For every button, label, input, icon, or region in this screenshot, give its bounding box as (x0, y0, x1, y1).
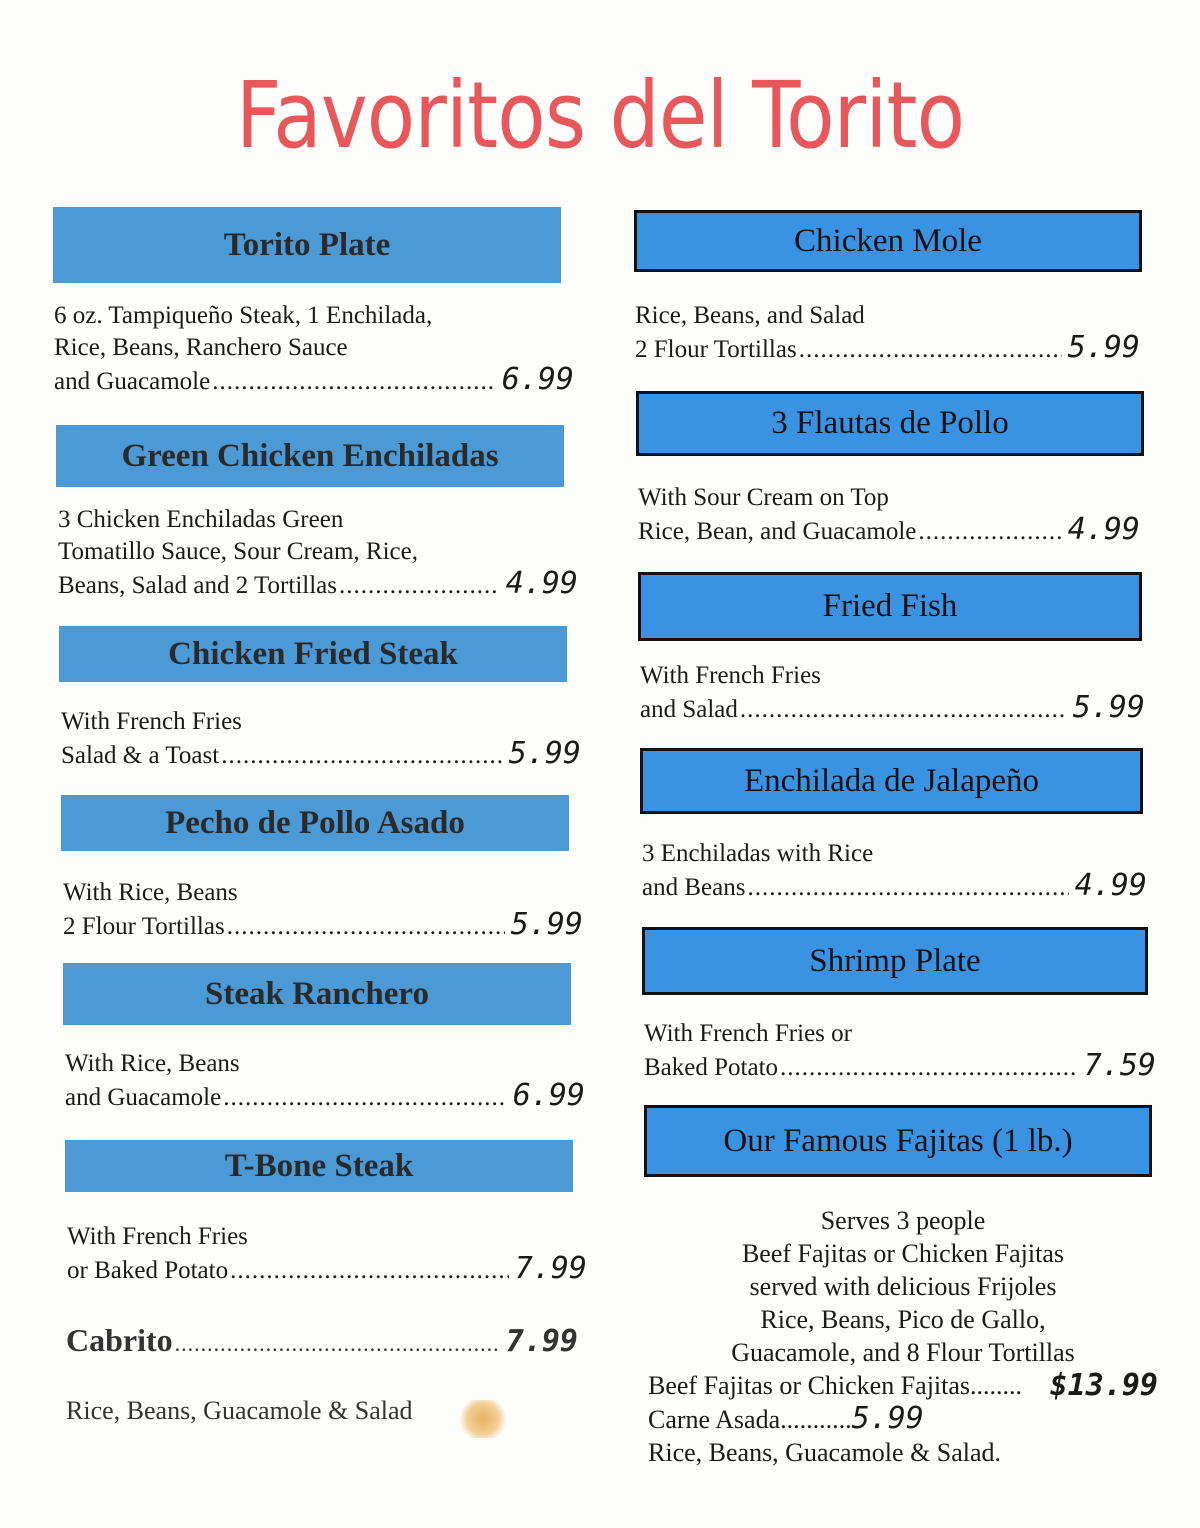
banner-fried-fish (638, 572, 1142, 641)
price: 5.99 (508, 736, 581, 771)
leader-dots (175, 1331, 500, 1357)
fajitas-price: $13.99 (1049, 1368, 1158, 1403)
price: 6.99 (512, 1078, 585, 1113)
item-title: Chicken Mole (794, 222, 982, 259)
item-title: 3 Flautas de Pollo (771, 405, 1009, 441)
item-desc-pecho-de-pollo (63, 877, 583, 943)
desc-line: Rice, Beans, Pico de Gallo, (760, 1305, 1046, 1334)
carne-asada-desc: Rice, Beans, Guacamole & Salad. (648, 1438, 1002, 1467)
item-title: Enchilada de Jalapeño (743, 762, 1040, 799)
desc-line: and Salad (640, 696, 738, 723)
leader-dots (747, 872, 1068, 904)
item-title: Steak Ranchero (205, 975, 429, 1012)
banner-famous-fajitas (644, 1105, 1152, 1177)
leader-dots (212, 366, 496, 398)
desc-line: or Baked Potato (67, 1257, 229, 1284)
desc-line: With French Fries (67, 1223, 248, 1250)
item-desc-t-bone-steak (67, 1221, 587, 1287)
desc-line: 2 Flour Tortillas (635, 336, 797, 363)
desc-line: 2 Flour Tortillas (63, 913, 225, 940)
desc-line: 3 Enchiladas with Rice (642, 840, 874, 867)
desc-line: and Guacamole (54, 368, 211, 395)
desc-line: and Beans (642, 874, 746, 901)
leader-dots (223, 1082, 507, 1114)
desc-line: Tomatillo Sauce, Sour Cream, Rice, (58, 538, 418, 565)
banner-steak-ranchero (63, 963, 571, 1025)
desc-line: 6 oz. Tampiqueño Steak, 1 Enchilada, (54, 302, 433, 329)
desc-line: Rice, Bean, and Guacamole (638, 518, 917, 545)
desc-line: Beef Fajitas or Chicken Fajitas (741, 1239, 1065, 1268)
item-title: Chicken Fried Steak (168, 635, 458, 672)
desc-line: Rice, Beans, and Salad (635, 302, 865, 329)
leader-dots (799, 334, 1062, 366)
carne-asada-price: 5.99 (851, 1401, 924, 1436)
banner-t-bone-steak (65, 1140, 573, 1192)
desc-line: Guacamole, and 8 Flour Tortillas (731, 1338, 1075, 1367)
banner-shrimp-plate (642, 927, 1148, 995)
desc-line: 3 Chicken Enchiladas Green (58, 506, 344, 533)
fajitas-beef-label: Beef Fajitas or Chicken Fajitas........ (648, 1371, 1023, 1400)
desc-line: With French Fries or (644, 1020, 852, 1047)
item-desc-green-chicken-enchiladas (58, 504, 578, 602)
item-desc-steak-ranchero (65, 1048, 585, 1114)
item-title: Pecho de Pollo Asado (165, 804, 465, 841)
desc-line: With French Fries (640, 662, 821, 689)
price: 4.99 (1067, 512, 1140, 547)
leader-dots (221, 740, 503, 772)
desc-line: Baked Potato (644, 1054, 779, 1081)
price: 5.99 (1072, 690, 1145, 725)
price: 4.99 (505, 566, 578, 601)
fajitas-desc (648, 1204, 1158, 1469)
desc-line: served with delicious Frijoles (749, 1272, 1057, 1301)
desc-line: Beans, Salad and 2 Tortillas (58, 572, 337, 599)
price: 5.99 (1067, 330, 1140, 365)
leader-dots (339, 570, 500, 602)
item-desc-torito-plate (54, 300, 574, 398)
leader-dots (230, 1255, 509, 1287)
stain (458, 1400, 508, 1438)
desc-line: With Rice, Beans (63, 879, 238, 906)
banner-torito-plate (53, 207, 561, 283)
banner-chicken-fried-steak (59, 626, 567, 682)
banner-flautas-de-pollo (636, 391, 1144, 456)
price: 7.99 (514, 1251, 587, 1286)
cabrito-item (66, 1322, 578, 1359)
carne-asada-label: Carne Asada........... (648, 1405, 852, 1434)
item-desc-chicken-mole (635, 300, 1140, 366)
desc-line: With Sour Cream on Top (638, 484, 889, 511)
item-title: Cabrito (66, 1322, 173, 1358)
desc-line: Rice, Beans, Ranchero Sauce (54, 334, 348, 361)
price: 6.99 (501, 362, 574, 397)
leader-dots (740, 694, 1067, 726)
item-title: Green Chicken Enchiladas (121, 437, 499, 474)
leader-dots (918, 516, 1061, 548)
price: 7.59 (1083, 1048, 1156, 1083)
item-desc-flautas (638, 482, 1140, 548)
item-desc-chicken-fried-steak (61, 706, 581, 772)
desc-line: and Guacamole (65, 1084, 222, 1111)
desc-line: With French Fries (61, 708, 242, 735)
price: 4.99 (1074, 868, 1147, 903)
item-title: Shrimp Plate (809, 942, 981, 979)
item-title: Torito Plate (223, 226, 391, 263)
leader-dots (227, 911, 505, 943)
item-desc-shrimp-plate (644, 1018, 1156, 1084)
leader-dots (780, 1052, 1078, 1084)
cabrito-desc: Rice, Beans, Guacamole & Salad (66, 1396, 413, 1425)
item-desc-fried-fish (640, 660, 1145, 726)
desc-line: Salad & a Toast (61, 742, 220, 769)
desc-line: Serves 3 people (820, 1206, 986, 1235)
item-title: Our Famous Fajitas (1 lb.) (723, 1122, 1073, 1159)
menu-title: Favoritos del Torito (235, 62, 965, 169)
banner-chicken-mole (634, 210, 1142, 272)
price: 7.99 (505, 1324, 578, 1359)
banner-green-chicken-enchiladas (56, 425, 564, 487)
item-desc-enchilada-jalapeno (642, 838, 1147, 904)
item-title: T-Bone Steak (224, 1147, 414, 1184)
price: 5.99 (510, 907, 583, 942)
item-title: Fried Fish (822, 588, 958, 624)
desc-line: With Rice, Beans (65, 1050, 240, 1077)
banner-pecho-de-pollo-asado (61, 795, 569, 851)
banner-enchilada-de-jalapeno (640, 748, 1143, 814)
